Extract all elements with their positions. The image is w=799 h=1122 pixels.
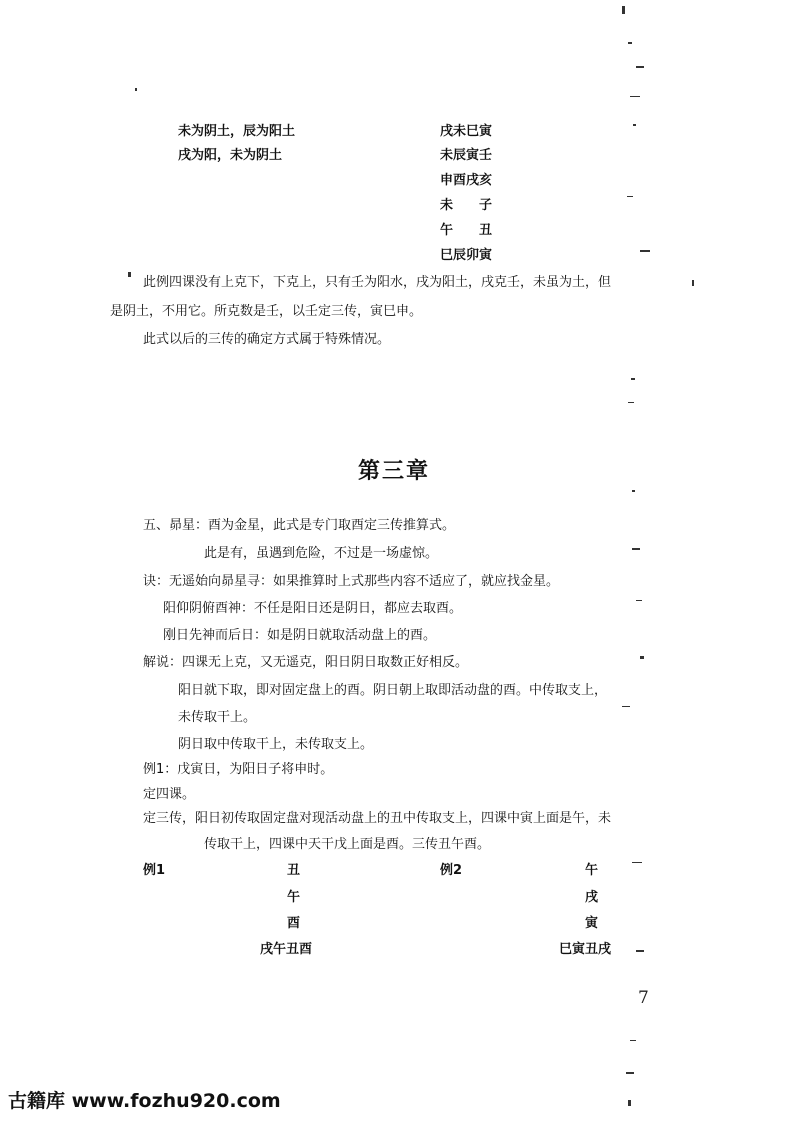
body-line-4: 阳仰阴俯酉神：不任是阳日还是阴日，都应去取酉。	[163, 601, 463, 616]
body-line-9: 阴日取中传取干上，未传取支上。	[178, 737, 374, 752]
example-1-row-2: 午	[287, 890, 301, 905]
body-line-8: 未传取干上。	[178, 710, 257, 725]
body-line-6: 解说：四课无上克，又无遥克，阳日阴日取数正好相反。	[143, 655, 469, 670]
example-1-row-1: 丑	[287, 863, 301, 878]
body-line-1: 五、昴星：酉为金星，此式是专门取酉定三传推算式。	[143, 518, 456, 533]
example-1-label: 例1	[143, 863, 166, 878]
top-left-line-2: 戌为阳，未为阴土	[178, 148, 283, 163]
paragraph-1-line-1: 此例四课没有上克下，下克上，只有壬为阳水，戌为阳土，戌克壬，未虽为土，但	[143, 275, 612, 290]
top-right-line-6: 巳辰卯寅	[440, 248, 493, 263]
site-watermark: 古籍库 www.fozhu920.com	[8, 1090, 281, 1112]
top-right-line-3: 申酉戌亥	[440, 173, 493, 188]
chapter-title: 第三章	[358, 459, 431, 484]
body-line-5: 刚日先神而后日：如是阴日就取活动盘上的酉。	[163, 628, 437, 643]
top-left-line-1: 未为阴土，辰为阳土	[178, 124, 296, 139]
body-line-13: 传取干上，四课中天干戊上面是酉。三传丑午酉。	[204, 837, 491, 852]
example-1-bottom: 戌午丑酉	[260, 942, 313, 957]
top-right-line-5: 午 丑	[440, 223, 493, 238]
body-line-7: 阳日就下取，即对固定盘上的酉。阴日朝上取即活动盘的酉。中传取支上，	[178, 683, 608, 698]
body-line-2: 此是有，虽遇到危险，不过是一场虚惊。	[204, 546, 439, 561]
body-line-3: 诀：无遥始向昴星寻：如果推算时上式那些内容不适应了，就应找金星。	[143, 574, 560, 589]
paragraph-1-line-2: 是阴土，不用它。所克数是壬，以壬定三传，寅巳申。	[110, 304, 423, 319]
example-2-row-2: 戌	[585, 890, 599, 905]
top-right-line-4: 未 子	[440, 198, 493, 213]
example-2-bottom: 巳寅丑戌	[559, 942, 612, 957]
body-line-11: 定四课。	[143, 787, 196, 802]
top-right-line-2: 未辰寅壬	[440, 148, 493, 163]
body-line-10: 例1：戊寅日，为阳日子将申时。	[143, 762, 334, 777]
example-2-label: 例2	[440, 863, 463, 878]
body-line-12: 定三传，阳日初传取固定盘对现活动盘上的丑中传取支上，四课中寅上面是午，未	[143, 811, 612, 826]
example-2-row-1: 午	[585, 863, 599, 878]
top-right-line-1: 戌未巳寅	[440, 124, 493, 139]
example-1-row-3: 酉	[287, 916, 301, 931]
paragraph-2: 此式以后的三传的确定方式属于特殊情况。	[143, 332, 391, 347]
example-2-row-3: 寅	[585, 916, 599, 931]
page-number: 7	[638, 988, 649, 1008]
